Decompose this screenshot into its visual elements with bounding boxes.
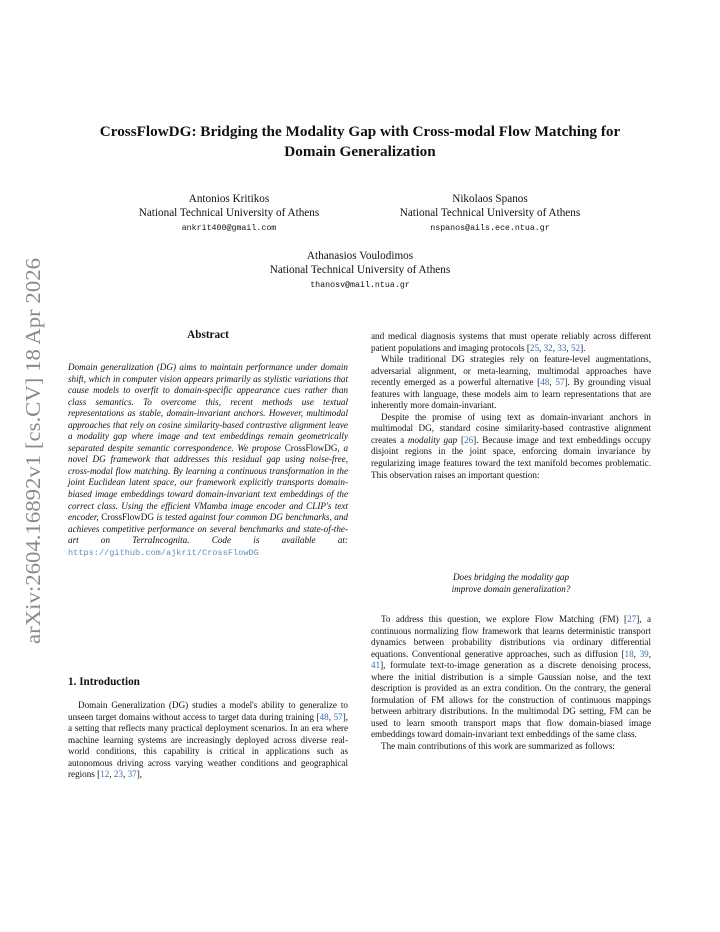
body-text: ], a continuous normalizing flow framework that learns deterministic transport dynamics between probability distributions via ordinary differential equations. Conventional generative approaches, such as diffusion [ — [371, 614, 651, 659]
citation-link[interactable]: 39 — [639, 648, 649, 659]
abstract-text-1: Domain generalization (DG) aims to maintain performance under domain shift, which in computer vision appears primarily as stylistic variations that cause models to overfit to domain-specific appearance cues rather than class semantics. To overcome this, recent methods use textual representations as stable, domain-invariant anchors. However, multimodal approaches that rely on cosine similarity-based contrastive alignment leave a modality gap where image and text embeddings remain geometrically separated despite semantic correspondence. We propose — [68, 362, 348, 453]
intro-text: , — [328, 711, 334, 722]
author-name: Antonios Kritikos — [188, 193, 270, 205]
body-text: ]. By grounding visual features with language, these models aim to learn representations that are inherently more domain-invariant. — [371, 377, 651, 411]
body-text: [ — [457, 434, 465, 445]
citation-link[interactable]: 25 — [529, 342, 540, 353]
arxiv-stamp-text: arXiv:2604.16892v1 [cs.CV] 18 Apr 2026 — [21, 279, 45, 644]
citation-link[interactable]: 27 — [627, 614, 637, 624]
intro-text: ], a setting that reflects many practical deployment scenarios. In an era where machine learning systems are increasingly deployed across diverse real-world conditions, this capability is critical in applications such as autonomous driving across varying weather conditions and geographical regions [ — [68, 711, 349, 780]
citation-link[interactable]: 57 — [555, 377, 565, 388]
citation-link[interactable]: 48 — [319, 711, 329, 722]
right-column-top: and medical diagnosis systems that must operate reliably across different patient populations and imaging protocols [25, 32, 33, 52]. While traditional DG strategies rely on feature-level augmentations, adversarial alignment, or meta-learning, multimodal approaches have recently emerged as a powerful alternative [48, 57]. By grounding visual features with language, these models aim to learn representations that are inherently more domain-invariant. Despite the promise of using text as domain-invariant anchors in multimodal DG, standard cosine similarity-based contrastive alignment creates a modality gap [26]. Because image and text embeddings occupy disjoint regions in the joint space, enforcing domain invariance by regularizing image features toward the text manifold becomes problematic. This observation raises an important question: — [371, 331, 651, 480]
citation-link[interactable]: 57 — [333, 711, 343, 722]
author-affiliation: National Technical University of Athens — [269, 264, 451, 276]
citation-link[interactable]: 33 — [557, 342, 567, 353]
question-line-1: Does bridging the modality gap — [452, 572, 570, 582]
author-1 — [106, 192, 352, 236]
right-column-bottom: To address this question, we explore Flow Matching (FM) [27], a continuous normalizing flow framework that learns deterministic transport dynamics between probability distributions via ordinary differential equations. Conventional generative approaches, such as diffusion [18, 39, 41], formulate text-to-image generation as a discrete denoising process, where the initial distribution is a simple Gaussian noise, and the text description is provided as an extra condition. On the contrary, the general formulation of FM allows for the construction of continuous mappings between arbitrary distributions. In the multimodal DG setting, FM can be used to learn smooth transport maps that flow domain-biased image embeddings toward domain-invariant text embeddings of the same class. The main contributions of this work are summarized as follows: — [371, 614, 652, 752]
author-email[interactable]: ankrit400@gmail.com — [181, 224, 277, 233]
method-name: CrossFlowDG — [101, 512, 154, 523]
paper-title — [60, 122, 660, 161]
body-text: While traditional DG strategies rely on feature-level augmentations, adversarial alignment, or meta-learning, multimodal approaches have recently emerged as a powerful alternative [ — [371, 354, 651, 388]
citation-link[interactable]: 32 — [543, 342, 553, 353]
question-line-2: improve domain generalization? — [451, 583, 571, 594]
body-text: ]. Because image and text embeddings occupy disjoint regions in the joint space, enforcing domain invariance by regularizing image features toward the text manifold becomes problematic. This observation raises an important question: — [371, 434, 651, 480]
method-name: CrossFlowDG — [284, 442, 338, 453]
research-question — [371, 572, 651, 595]
citation-link[interactable]: 26 — [464, 434, 474, 445]
abstract-heading: Abstract — [187, 329, 229, 341]
intro-text: , — [109, 769, 114, 780]
abstract-text-3: is tested against four common DG benchmarks, and achieves competitive performance on several benchmarks and state-of-the-art on TerraIncognita. Code is available at: — [68, 512, 348, 546]
citation-link[interactable]: 18 — [624, 648, 634, 659]
author-2 — [370, 192, 610, 236]
body-text: ], formulate text-to-image generation as a discrete denoising process, where the initial distribution is a simple Gaussian noise, and the text description is provided as an extra condition. On the contrary, the general formulation of FM allows for the construction of continuous mappings between arbitrary distributions. In the multimodal DG setting, FM can be used to learn smooth transport maps that flow domain-biased image embeddings toward domain-invariant text embeddings of the same class. — [371, 660, 651, 740]
intro-heading: 1. Introduction — [68, 676, 140, 688]
citation-link[interactable]: 52 — [570, 342, 581, 353]
citation-link[interactable]: 41 — [371, 660, 381, 671]
code-link[interactable]: https://github.com/ajkrit/CrossFlowDG — [68, 547, 259, 558]
abstract-text-2: , a novel DG framework that addresses this residual gap using noise-free, cross-modal flow matching. By learning a continuous transformation in the joint Euclidean latent space, our framework explicitly transports domain-biased image embeddings toward domain-invariant text embeddings of the correct class. Using the efficient VMamba image encoder and CLIP's text encoder, — [68, 442, 349, 523]
body-text: ]. — [580, 342, 586, 353]
citation-link[interactable]: 48 — [540, 377, 550, 388]
title-line-2: Domain Generalization — [284, 142, 436, 160]
author-affiliation: National Technical University of Athens — [399, 207, 581, 219]
citation-link[interactable]: 12 — [100, 769, 110, 780]
citation-link[interactable]: 23 — [113, 769, 123, 780]
intro-text: Domain Generalization (DG) studies a model's ability to generalize to unseen target domains without access to target data during training [ — [68, 700, 348, 722]
title-line-1: CrossFlowDG: Bridging the Modality Gap with Cross-modal Flow Matching for — [99, 123, 621, 140]
author-name: Athanasios Voulodimos — [306, 250, 414, 262]
emphasis: modality gap — [407, 434, 458, 445]
body-text: Despite the promise of using text as domain-invariant anchors in multimodal DG, standard cosine similarity-based contrastive alignment creates a — [371, 411, 651, 445]
author-3 — [200, 249, 520, 293]
intro-text: ], — [136, 769, 143, 780]
author-affiliation: National Technical University of Athens — [138, 207, 320, 219]
author-email[interactable]: nspanos@ails.ece.ntua.gr — [430, 224, 550, 233]
body-text: To address this question, we explore Flow Matching (FM) [ — [381, 614, 628, 624]
abstract-body — [68, 362, 348, 559]
citation-link[interactable]: 37 — [127, 769, 137, 780]
intro-text: , — [123, 769, 128, 780]
author-email[interactable]: thanosv@mail.ntua.gr — [310, 281, 410, 290]
contributions-intro: The main contributions of this work are summarized as follows: — [381, 741, 615, 752]
intro-body — [68, 700, 348, 781]
arxiv-stamp — [10, 258, 50, 646]
body-text: and medical diagnosis systems that must operate reliably across different patient populations and imaging protocols [ — [371, 331, 651, 353]
author-name: Nikolaos Spanos — [452, 193, 528, 205]
